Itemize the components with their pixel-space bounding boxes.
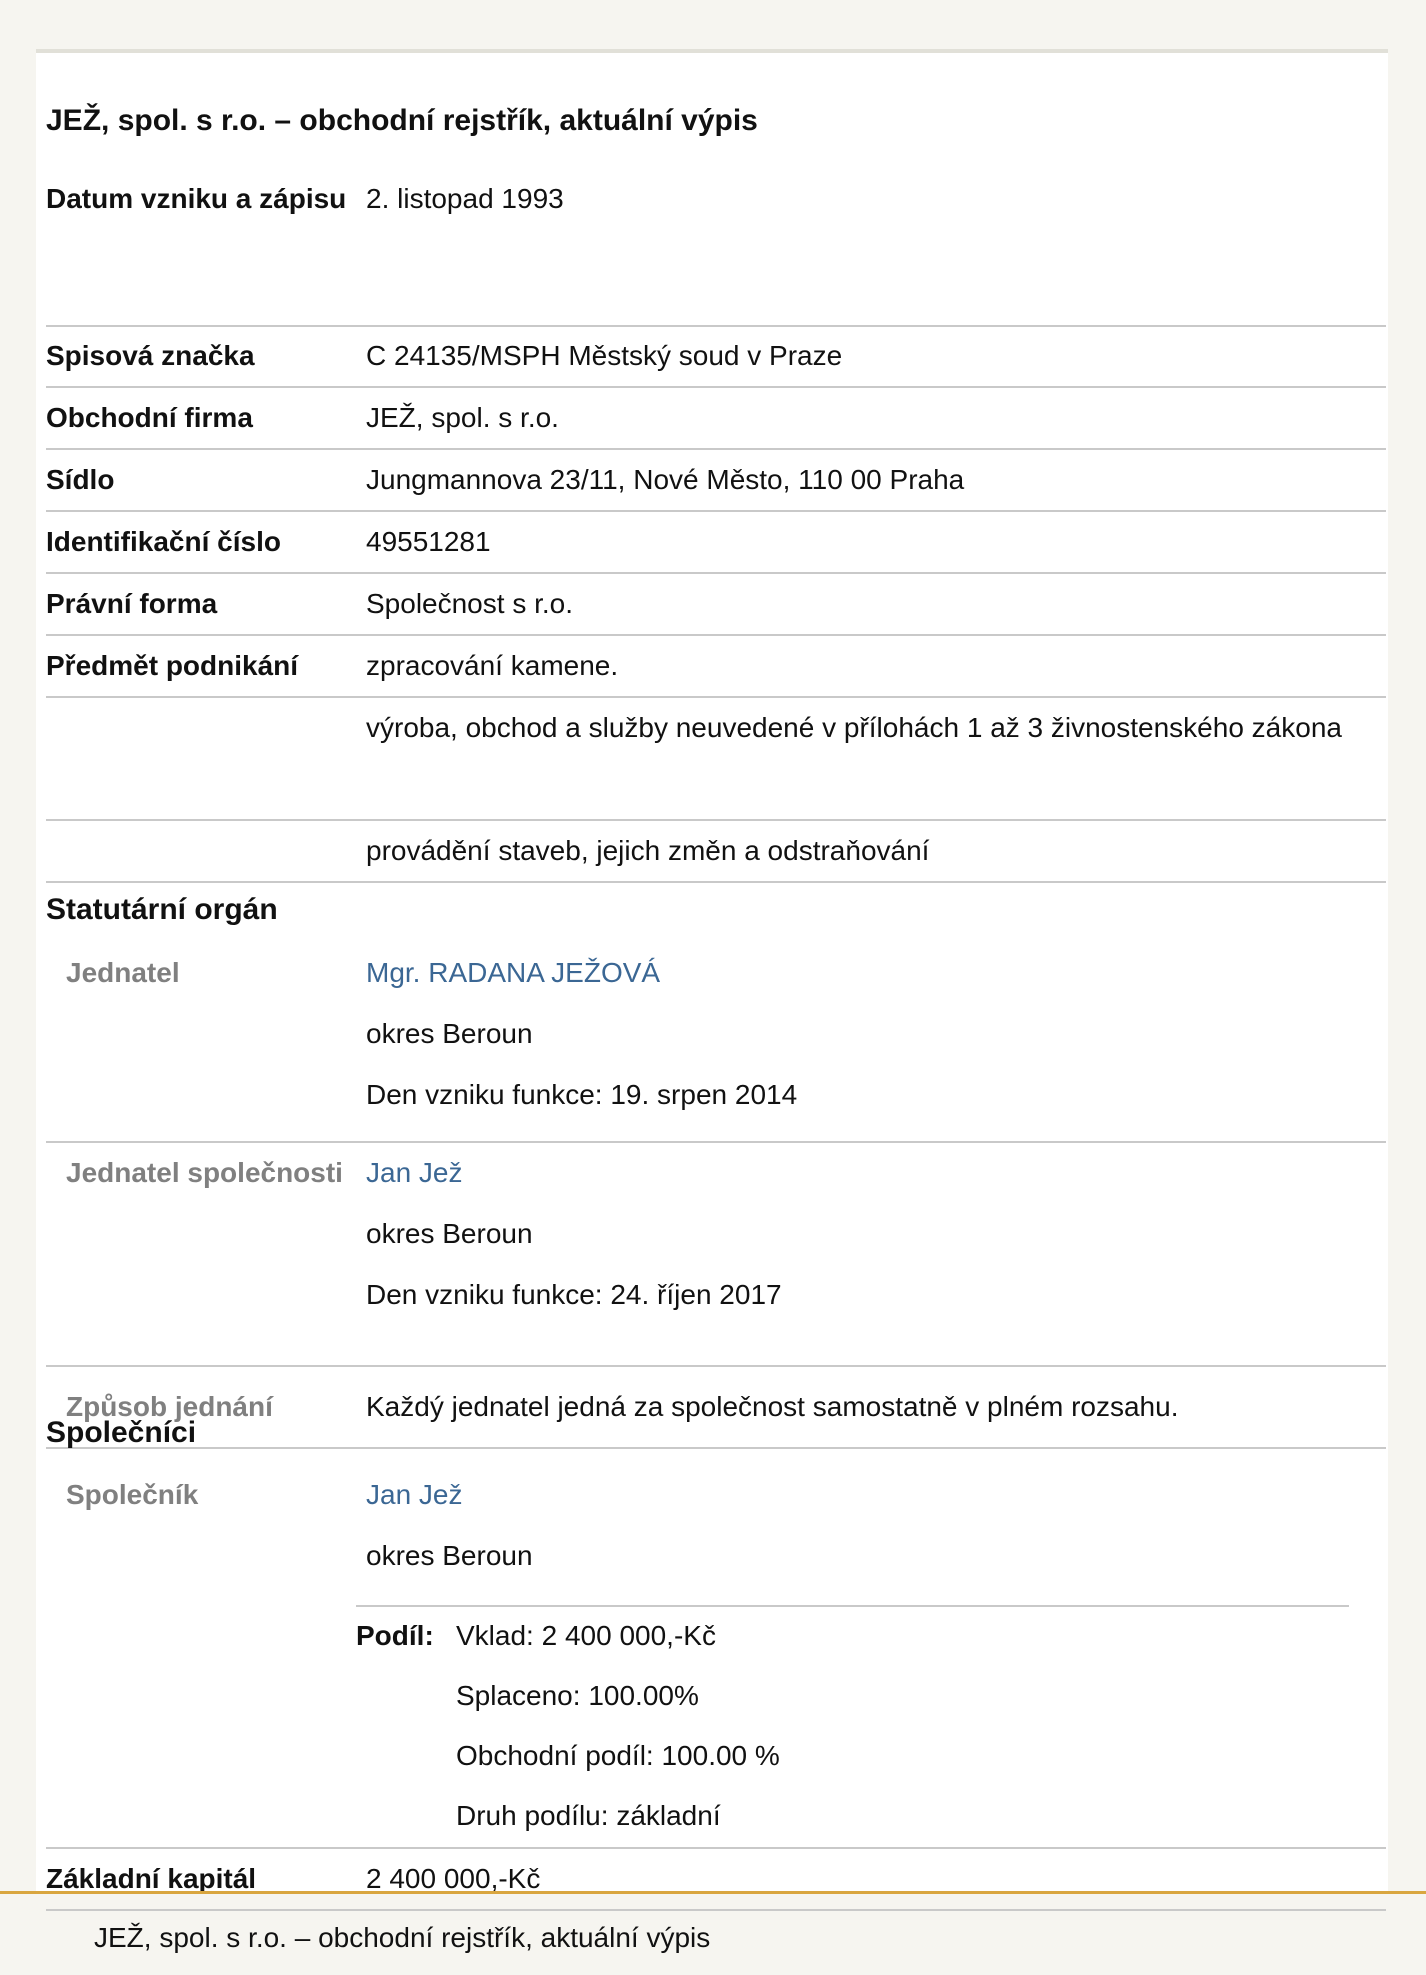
predmet-item: provádění staveb, jejich změn a odstraňování [366, 835, 930, 866]
value-jednatel [366, 942, 1366, 1125]
row-jednatel-spolecnosti [46, 1142, 1386, 1367]
label-spisova-znacka: Spisová značka [46, 340, 255, 371]
share-deposit: Vklad: 2 400 000,-Kč [456, 1620, 716, 1651]
label-zpusob-jednani: Způsob jednání [66, 1391, 273, 1422]
value-identifikacni-cislo: 49551281 [366, 526, 491, 557]
value-zakladni-kapital: 2 400 000,-Kč [366, 1863, 541, 1894]
function-start-date: Den vzniku funkce: 24. říjen 2017 [366, 1279, 782, 1310]
row-datum-vzniku [46, 168, 1386, 327]
share-type: Druh podílu: základní [456, 1800, 721, 1831]
row-identifikacni-cislo [46, 511, 1386, 574]
row-predmet-podnikani-2 [46, 697, 1386, 821]
value-jednatel-spolecnosti [366, 1142, 1366, 1325]
function-start-date: Den vzniku funkce: 19. srpen 2014 [366, 1079, 798, 1110]
person-district: okres Beroun [366, 1018, 533, 1049]
label-sidlo: Sídlo [46, 464, 115, 495]
row-predmet-podnikani [46, 635, 1386, 698]
footer [0, 1891, 1426, 1975]
value-obchodni-firma: JEŽ, spol. s r.o. [366, 402, 559, 433]
footer-text: JEŽ, spol. s r.o. – obchodní rejstřík, aktuální výpis [94, 1922, 711, 1953]
label-datum-vzniku: Datum vzniku a zápisu [46, 183, 347, 214]
value-spolecnik [366, 1464, 1366, 1586]
label-predmet-podnikani: Předmět podnikání [46, 650, 299, 681]
register-extract-card [36, 49, 1388, 1893]
value-zpusob-jednani: Každý jednatel jedná za společnost samostatně v plném rozsahu. [366, 1391, 1179, 1422]
value-spisova-znacka: C 24135/MSPH Městský soud v Praze [366, 340, 843, 371]
person-district: okres Beroun [366, 1218, 533, 1249]
predmet-item: zpracování kamene. [366, 650, 619, 681]
label-jednatel: Jednatel [66, 957, 180, 988]
section-heading-statutarni-organ: Statutární orgán [46, 893, 278, 926]
row-predmet-podnikani-3 [46, 820, 1386, 883]
row-spolecnik [46, 1464, 1386, 1604]
page-title: JEŽ, spol. s r.o. – obchodní rejstřík, aktuální výpis [46, 104, 758, 137]
label-obchodni-firma: Obchodní firma [46, 402, 253, 433]
row-spisova-znacka [46, 325, 1386, 388]
value-sidlo: Jungmannova 23/11, Nové Město, 110 00 Praha [366, 464, 965, 495]
label-spolecnik: Společník [66, 1479, 199, 1510]
row-jednatel [46, 942, 1386, 1143]
label-zakladni-kapital: Základní kapitál [46, 1863, 257, 1894]
row-zakladni-kapital-spacer [46, 1786, 1386, 1849]
row-obchodni-firma [46, 387, 1386, 450]
label-pravni-forma: Právní forma [46, 588, 218, 619]
row-sidlo [46, 449, 1386, 512]
row-pravni-forma [46, 573, 1386, 636]
person-link[interactable]: Jan Jež [366, 1479, 463, 1510]
predmet-item: výroba, obchod a služby neuvedené v přílohách 1 až 3 živnostenského zákona [366, 712, 1342, 743]
value-datum-vzniku: 2. listopad 1993 [366, 183, 564, 214]
label-jednatel-spolecnosti: Jednatel společnosti [66, 1157, 343, 1188]
person-district: okres Beroun [366, 1540, 533, 1571]
section-heading-spolecnici: Společníci [46, 1416, 197, 1449]
person-link[interactable]: Mgr. RADANA JEŽOVÁ [366, 957, 661, 988]
share-paid: Splaceno: 100.00% [456, 1680, 699, 1711]
row-zpusob-jednani [46, 1376, 1386, 1449]
person-link[interactable]: Jan Jež [366, 1157, 463, 1188]
share-business-share: Obchodní podíl: 100.00 % [456, 1740, 780, 1771]
share-label: Podíl: [356, 1620, 434, 1651]
label-identifikacni-cislo: Identifikační číslo [46, 526, 281, 557]
value-pravni-forma: Společnost s r.o. [366, 588, 574, 619]
